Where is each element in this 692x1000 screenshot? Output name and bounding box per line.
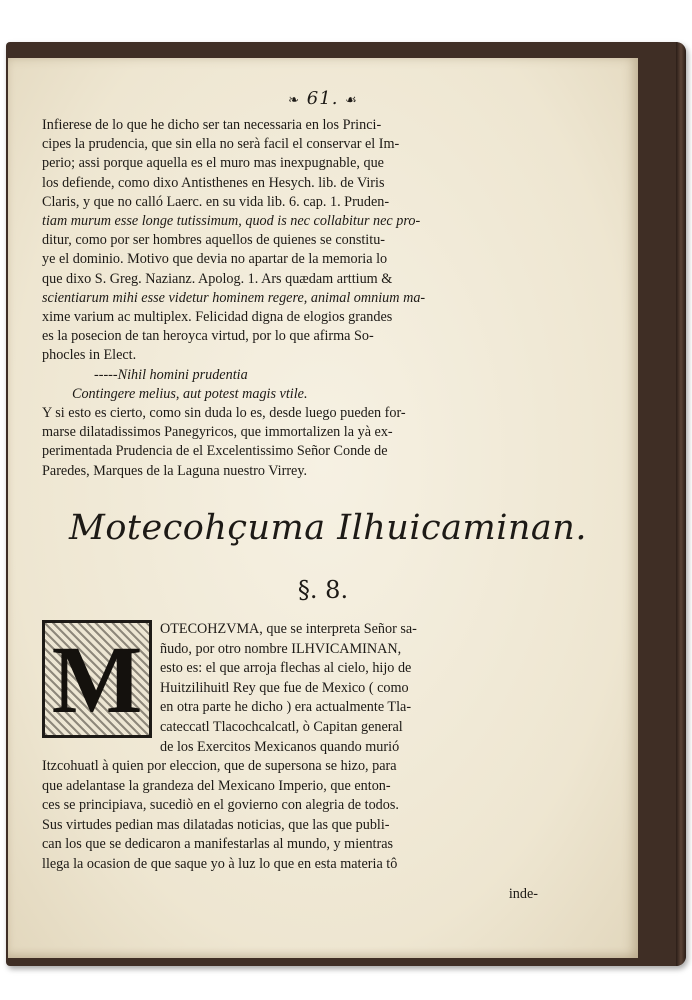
ornament-right-icon: ☙ [345, 93, 358, 108]
text-line: llega la ocasion de que saque yo à luz lo que en esta materia tô [42, 855, 398, 872]
text-line: que dixo S. Greg. Nazianz. Apolog. 1. Ars quædam arttium & [42, 270, 393, 287]
text-line: marse dilatadissimos Panegyricos, que immortalizen la yà ex- [42, 424, 393, 441]
text-line: Huitzilihuitl Rey que fue de Mexico ( como [160, 679, 409, 696]
paragraph-continuation [42, 757, 538, 875]
text-line: es la posecion de tan heroyca virtud, por lo que afirma So- [42, 328, 374, 345]
text-line: Claris, y que no calló Laerc. en su vida lib. 6. cap. 1. Pruden- [42, 193, 390, 210]
text-line: tiam murum esse longe tutissimum, quod is nec collabitur nec pro- [42, 213, 421, 230]
text-line: xime varium ac multiplex. Felicidad digna de elogios grandes [42, 309, 393, 326]
text-line: ñudo, por otro nombre ILHVICAMINAN, [160, 640, 402, 657]
text-line: scientiarum mihi esse videtur hominem regere, animal omnium ma- [42, 289, 426, 306]
text-line: ye el dominio. Motivo que devia no apartar de la memoria lo [42, 251, 388, 268]
text-line: Infierese de lo que he dicho ser tan necessaria en los Princi- [42, 117, 382, 133]
text-line: phocles in Elect. [42, 347, 137, 364]
ornament-left-icon: ❧ [288, 93, 301, 108]
verse-line: -----Nihil homini prudentia [94, 366, 248, 383]
text-line: Y si esto es cierto, como sin duda lo es, desde luego pueden for- [42, 405, 406, 422]
text-line: en otra parte he dicho ) era actualmente Tla- [160, 699, 412, 716]
section-number: §. 8. [297, 576, 349, 604]
text-line: ditur, como por ser hombres aquellos de quienes se constitu- [42, 232, 386, 249]
text-line: OTECOHZVMA, que se interpreta Señor sa- [160, 621, 417, 637]
drop-cap [42, 620, 152, 738]
book-spine [676, 42, 686, 966]
text-line: perio; assi porque aquella es el muro mas inexpugnable, que [42, 155, 384, 172]
catchword: inde- [508, 886, 538, 902]
paragraph-motecohzuma [160, 620, 538, 757]
text-line: can los que se dedicaron a manifestarlas al mundo, y mientras [42, 836, 394, 853]
text-line: Itzcohuatl à quien por eleccion, que de supersona se hizo, para [42, 758, 397, 774]
page-number-text: 61. [306, 88, 339, 109]
drop-cap-letter: M [51, 625, 143, 733]
book-page [8, 58, 638, 958]
text-line: Paredes, Marques de la Laguna nuestro Virrey. [42, 462, 308, 479]
text-line: Sus virtudes pedian mas dilatadas noticias, que las que publi- [42, 816, 390, 833]
text-line: de los Exercitos Mexicanos quando murió [160, 738, 400, 755]
page-number [8, 88, 638, 109]
text-line: ces se principiava, sucediò en el govierno con alegria de todos. [42, 797, 399, 814]
verse-line: Contingere melius, aut potest magis vtile. [72, 385, 308, 402]
text-line: cipes la prudencia, que sin ella no serà facil el conservar el Im- [42, 136, 400, 153]
chapter-title: Motecohçuma Ilhuicaminan. [69, 508, 587, 548]
text-line: los defiende, como dixo Antisthenes en Hesych. lib. de Viris [42, 174, 385, 191]
paragraph-prudence [42, 116, 538, 481]
text-line: cateccatl Tlacochcalcatl, ò Capitan general [160, 718, 403, 735]
text-line: esto es: el que arroja flechas al cielo, hijo de [160, 660, 412, 677]
text-line: perimentada Prudencia de el Excelentissimo Señor Conde de [42, 443, 388, 460]
text-line: que adelantase la grandeza del Mexicano Imperio, que enton- [42, 777, 391, 794]
